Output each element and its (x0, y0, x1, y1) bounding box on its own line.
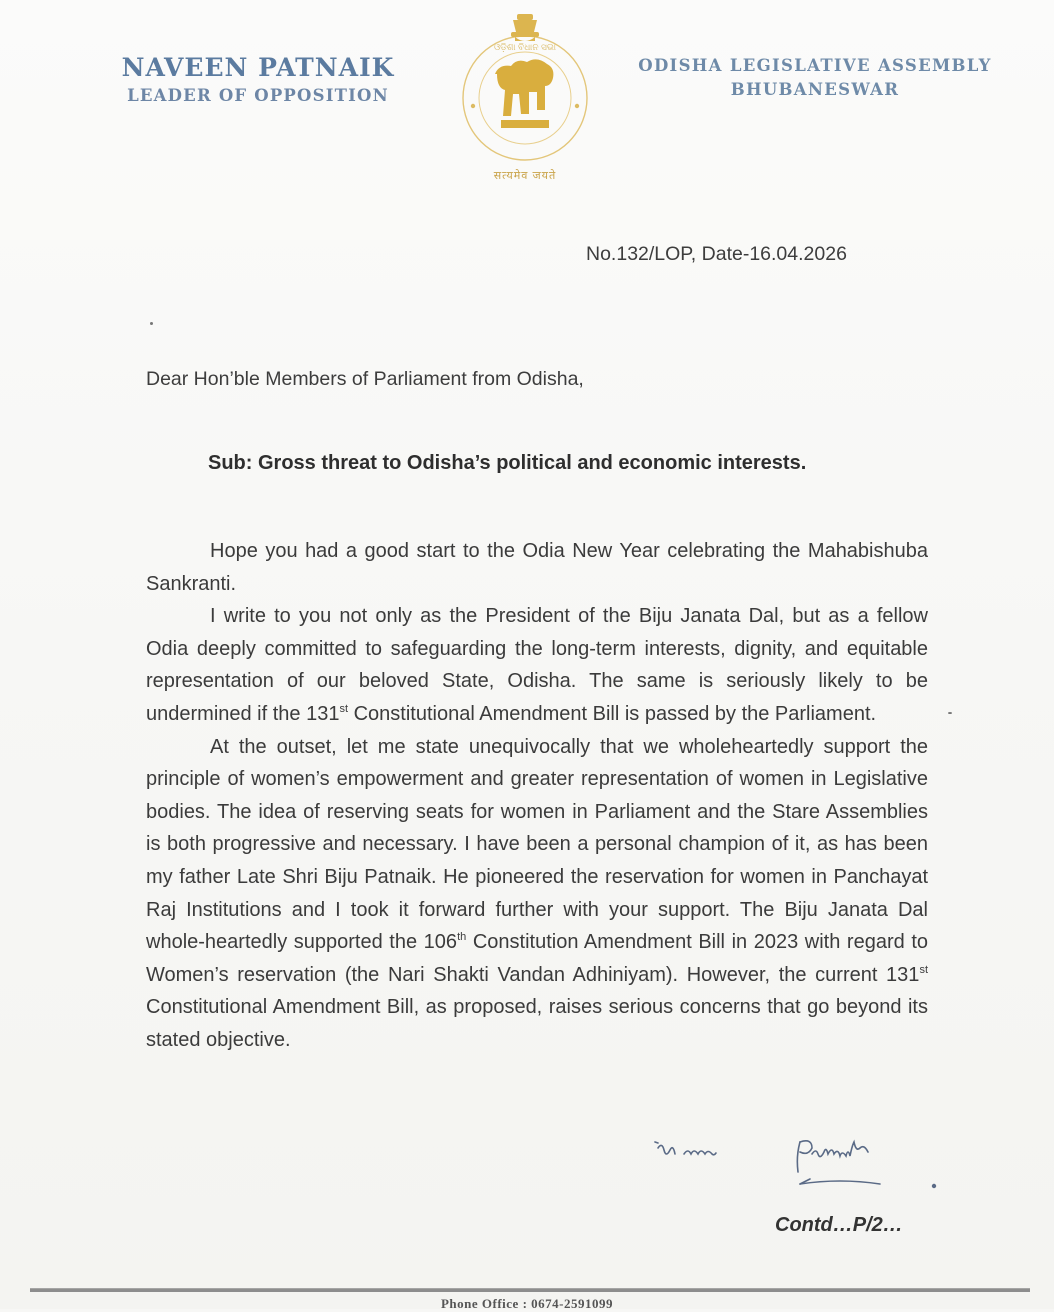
sender-name: NAVEEN PATNAIK (121, 53, 395, 82)
stray-mark (150, 322, 153, 325)
assembly-city: BHUBANESWAR (730, 80, 900, 99)
continued-marker: Contd…P/2… (775, 1214, 903, 1236)
reference-number-date: No.132/LOP, Date-16.04.2026 (586, 243, 847, 265)
paragraph-introduction: I write to you not only as the President of the Biju Janata Dal, but as a fellow Odia deeply committed to safeguarding the long-term interests, dignity, and equitable representation of our beloved State, Odisha. The same is seriously likely to be undermined if the 131st Constitutional Amendment Bill is passed by the Parliament. (146, 605, 928, 725)
handwritten-signature-icon (650, 1128, 950, 1208)
letterhead-sender (108, 52, 408, 105)
paragraph-greeting: Hope you had a good start to the Odia New Year celebrating the Mahabishuba Sankranti. (146, 540, 928, 595)
assembly-name: ODISHA LEGISLATIVE ASSEMBLY (638, 56, 992, 75)
svg-text:ଓଡ଼ିଶା ବିଧାନ ସଭା: ଓଡ଼ିଶା ବିଧାନ ସଭା (493, 42, 557, 52)
paragraph-women-reservation: At the outset, let me state unequivocally that we wholeheartedly support the principle of women’s empowerment and greater representation of women in Legislative bodies. The idea of reserving seats for women in Parliament and the Stare Assemblies is both progressive and necessary. I have been a personal champion of it, as has been my father Late Shri Biju Patnaik. He pioneered the reservation for women in Panchayat Raj Institutions and I took it forward further with your support. The Biju Janata Dal whole-heartedly supported the 106th Constitution Amendment Bill in 2023 with regard to Women’s reservation (the Nari Shakti Vandan Adhiniyam). However, the current 131st Constitutional Amendment Bill, as proposed, raises serious concerns that go beyond its stated objective. (146, 735, 928, 1051)
emblem-motto: सत्यमेव जयते (493, 170, 557, 182)
sender-role: LEADER OF OPPOSITION (127, 86, 389, 105)
letter-body (146, 535, 928, 1057)
footer-phone: Phone Office : 0674-2591099 (440, 1296, 613, 1311)
footer-divider (30, 1288, 1030, 1292)
salutation: Dear Hon’ble Members of Parliament from Odisha, (146, 368, 584, 390)
state-emblem-icon (455, 8, 595, 188)
stray-mark (948, 712, 952, 714)
letterhead-assembly (620, 54, 1010, 102)
subject-line: Sub: Gross threat to Odisha’s political and economic interests. (208, 452, 807, 474)
